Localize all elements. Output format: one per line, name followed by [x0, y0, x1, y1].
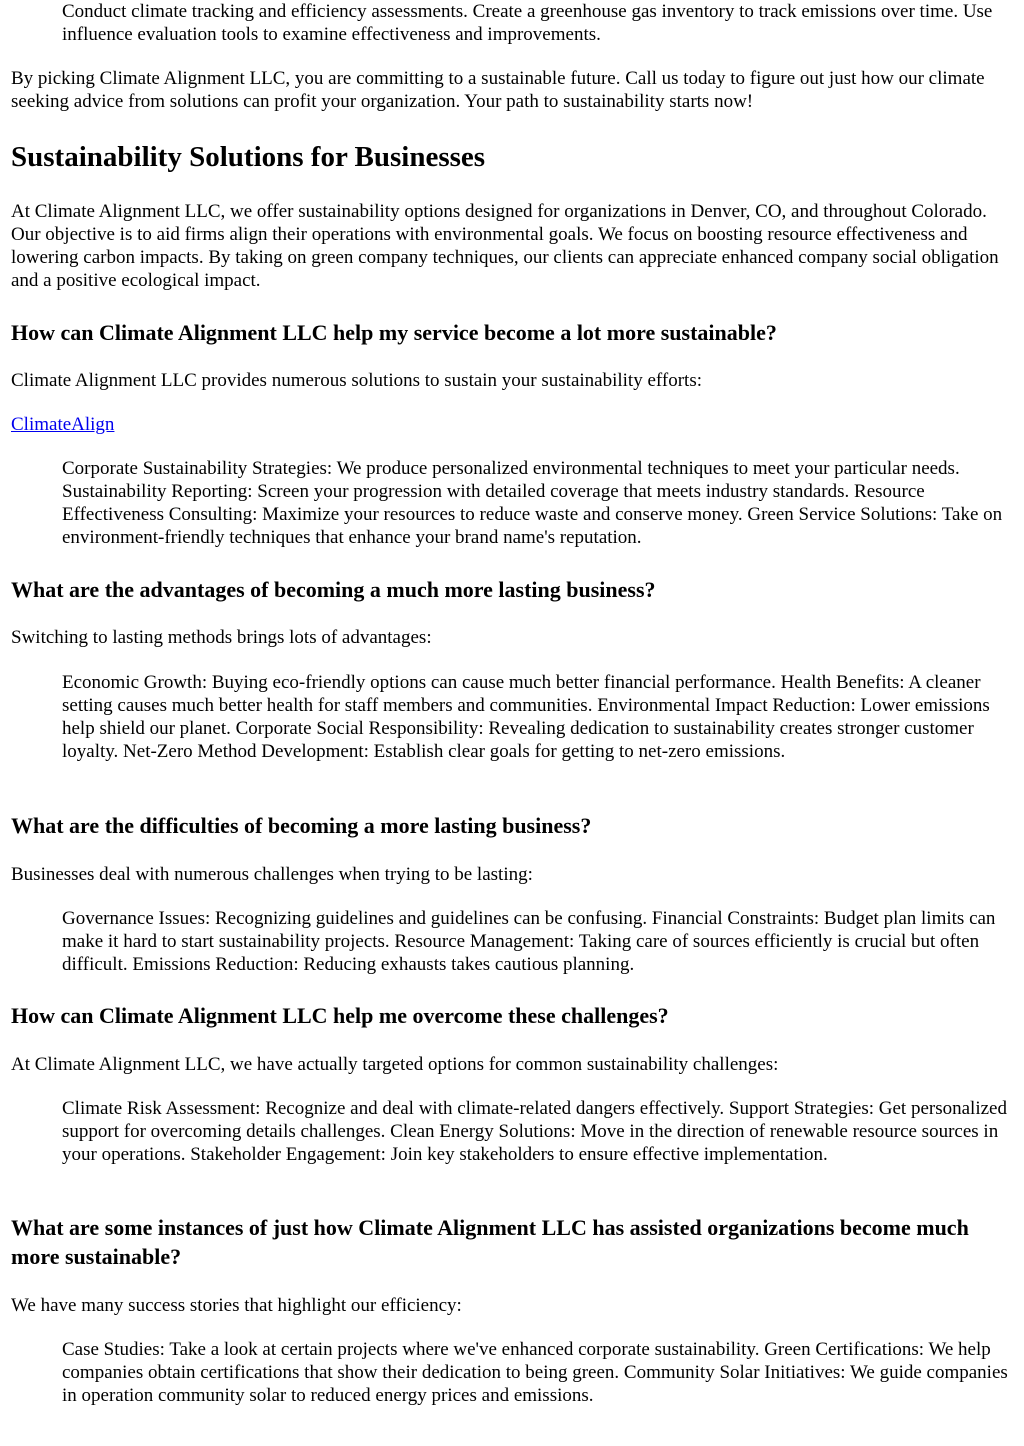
main-heading: Sustainability Solutions for Businesses [11, 141, 486, 173]
blockquote-solutions-list: Climate Risk Assessment: Recognize and deal with climate-related dangers effectively. Support Strategies: Get personalized support for overcoming details challenges. Clean Energy Solutions: Move in the direction of renewable resource sources in your operations. Stakeholder Engagement: Join key stakeholders to ensure effective implementation. [62, 1098, 1007, 1165]
section-intro-difficulties: Businesses deal with numerous challenges when trying to be lasting: [11, 864, 533, 885]
blockquote-advantages-list: Economic Growth: Buying eco-friendly options can cause much better financial performance. Health Benefits: A cleaner setting causes much better health for staff members and communities. Environmental Impact Reduction: Lower emissions help shield our planet. Corporate Social Responsibility: Revealing dedication to sustainability creates stronger customer loyalty. Net-Zero Method Development: Establish clear goals for getting to net-zero emissions. [62, 672, 990, 762]
section-heading-help-sustainable: How can Climate Alignment LLC help my service become a lot more sustainable? [11, 320, 777, 345]
intro-paragraph: At Climate Alignment LLC, we offer sustainability options designed for organizations in Denver, CO, and throughout Colorado. Our objective is to aid firms align their operations with environmental goals. We focus on boosting resource effectiveness and lowering carbon impacts. By taking on green company techniques, our clients can appreciate enhanced company social obligation and a positive ecological impact. [11, 201, 999, 291]
section-intro-overcome: At Climate Alignment LLC, we have actually targeted options for common sustainability challenges: [11, 1054, 779, 1075]
blockquote-services-list: Corporate Sustainability Strategies: We produce personalized environmental techniques to meet your particular needs. Sustainability Reporting: Screen your progression with detailed coverage that meets industry standards. Resource Effectiveness Consulting: Maximize your resources to reduce waste and conserve money. Green Service Solutions: Take on environment-friendly techniques that enhance your brand name's reputation. [62, 458, 1003, 548]
blockquote-climate-tracking: Conduct climate tracking and efficiency assessments. Create a greenhouse gas inventory to track emissions over time. Use influence evaluation tools to examine effectiveness and improvements. [62, 1, 993, 45]
section-intro-examples: We have many success stories that highlight our efficiency: [11, 1295, 462, 1316]
closing-paragraph: By picking Climate Alignment LLC, you are committing to a sustainable future. Call us today to figure out just how our climate seeking advice from solutions can profit your organization. Your path to sustainability starts now! [11, 68, 985, 112]
section-intro-help-sustainable: Climate Alignment LLC provides numerous solutions to sustain your sustainability efforts: [11, 370, 702, 391]
section-heading-difficulties: What are the difficulties of becoming a more lasting business? [11, 813, 592, 838]
section-intro-advantages: Switching to lasting methods brings lots of advantages: [11, 627, 432, 648]
section-heading-examples: What are some instances of just how Climate Alignment LLC has assisted organizations become much more sustainable? [11, 1215, 969, 1269]
section-heading-overcome: How can Climate Alignment LLC help me overcome these challenges? [11, 1003, 669, 1028]
section-heading-advantages: What are the advantages of becoming a much more lasting business? [11, 577, 656, 602]
climatealign-link[interactable]: ClimateAlign [11, 414, 115, 435]
blockquote-difficulties-list: Governance Issues: Recognizing guidelines and guidelines can be confusing. Financial Constraints: Budget plan limits can make it hard to start sustainability projects. Resource Management: Taking care of sources efficiently is crucial but often difficult. Emissions Reduction: Reducing exhausts takes cautious planning. [62, 908, 996, 975]
blockquote-success-stories: Case Studies: Take a look at certain projects where we've enhanced corporate sustainability. Green Certifications: We help companies obtain certifications that show their dedication to being green. Community Solar Initiatives: We guide companies in operation community solar to reduced energy prices and emissions. [62, 1339, 1008, 1406]
